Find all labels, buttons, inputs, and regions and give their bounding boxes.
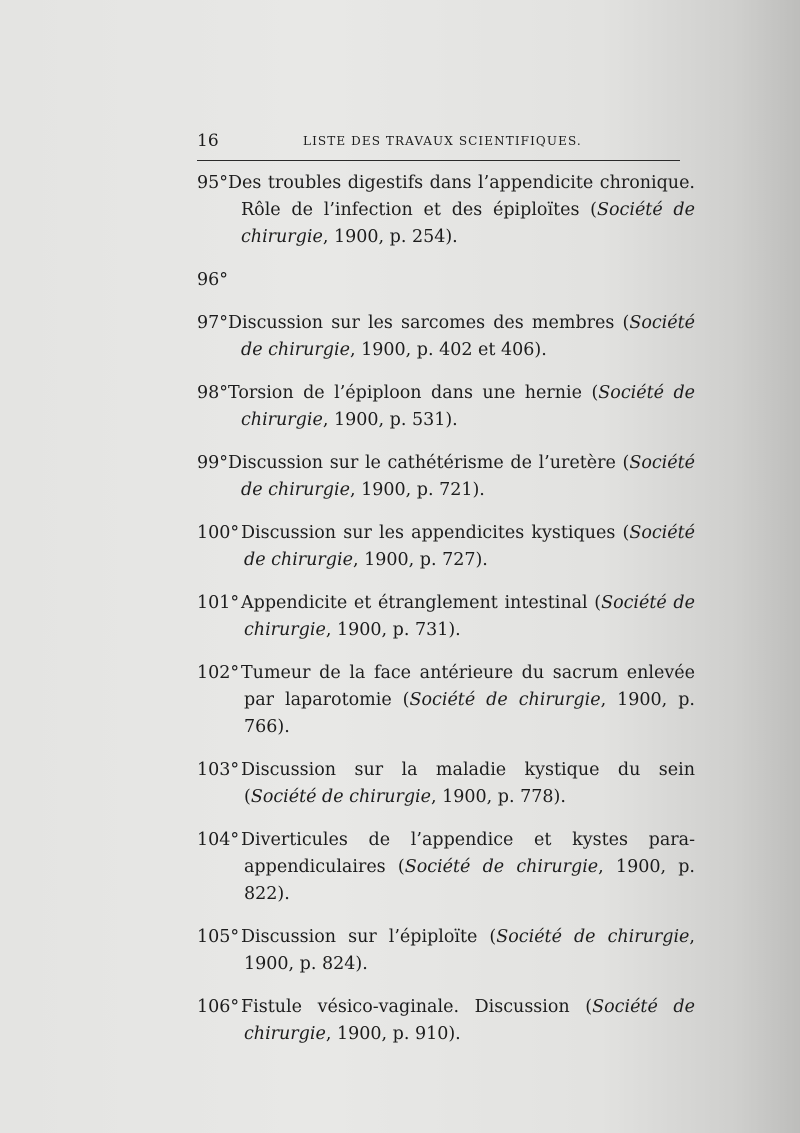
- entry-number: 102°: [197, 663, 240, 683]
- entry-number: 105°: [197, 927, 240, 947]
- entry-reference: , 1900, p. 731).: [325, 620, 461, 640]
- list-item: [197, 450, 695, 504]
- entry-reference: , 1900, p. 727).: [352, 550, 488, 570]
- entry-reference: , 1900, p. 766).: [244, 690, 696, 737]
- entry-text: Diverticules de l’appendice et kystes para-appendiculaires (: [241, 830, 695, 877]
- entry-source: Société de chirurgie: [404, 857, 599, 877]
- entry-text: Appendicite et étranglement intestinal (: [241, 593, 602, 613]
- list-item: [197, 520, 695, 574]
- page-number: 16: [197, 131, 219, 151]
- entry-reference: , 1900, p. 824).: [244, 927, 695, 974]
- entry-number: 101°: [197, 593, 240, 613]
- list-item: [197, 310, 695, 364]
- entry-source: Société de chirurgie: [241, 453, 695, 500]
- entry-text: Torsion de l’épiploon dans une hernie (: [228, 383, 599, 403]
- list-item: [197, 660, 695, 741]
- list-item: [197, 827, 695, 908]
- header-rule: [197, 160, 680, 161]
- entry-number: 103°: [197, 760, 240, 780]
- entry-text: Discussion sur l’épiploïte (: [241, 927, 497, 947]
- entry-text: Discussion sur la maladie kystique du sein (: [241, 760, 695, 807]
- entry-text: Des troubles digestifs dans l’appendicite chronique. Rôle de l’infection et des épiploïtes (: [228, 173, 695, 220]
- entry-text: Discussion sur les sarcomes des membres (: [228, 313, 630, 333]
- running-title: LISTE DES TRAVAUX SCIENTIFIQUES.: [303, 134, 582, 148]
- entry-source: Société de chirurgie: [241, 383, 695, 430]
- entry-reference: , 1900, p. 910).: [325, 1024, 461, 1044]
- entry-number: 98°: [197, 383, 229, 403]
- entry-text: Discussion sur le cathétérisme de l’uretère (: [228, 453, 630, 473]
- entry-source: Société de chirurgie: [244, 523, 695, 570]
- entry-number: 97°: [197, 313, 229, 333]
- entry-number: 104°: [197, 830, 240, 850]
- entry-text: Tumeur de la face antérieure du sacrum enlevée par laparotomie (: [241, 663, 695, 710]
- entry-number: 95°: [197, 173, 229, 193]
- entry-source: Société de chirurgie: [241, 313, 695, 360]
- entry-source: Société de chirurgie: [241, 200, 695, 247]
- publication-list: [197, 170, 695, 1064]
- entry-source: Société de chirurgie: [250, 787, 432, 807]
- entry-number: 100°: [197, 523, 240, 543]
- entry-reference: , 1900, p. 721).: [349, 480, 485, 500]
- list-item: [197, 380, 695, 434]
- entry-reference: , 1900, p. 402 et 406).: [349, 340, 547, 360]
- entry-text: Fistule vésico-vaginale. Discussion (: [241, 997, 593, 1017]
- list-item: [197, 267, 695, 294]
- list-item: [197, 170, 695, 251]
- entry-number: 96°: [197, 270, 229, 290]
- list-item: [197, 924, 695, 978]
- list-item: [197, 994, 695, 1048]
- entry-reference: , 1900, p. 531).: [322, 410, 458, 430]
- list-item: [197, 590, 695, 644]
- page-header: [197, 128, 680, 158]
- entry-number: 99°: [197, 453, 229, 473]
- entry-reference: , 1900, p. 822).: [244, 857, 695, 904]
- entry-text: Discussion sur les appendicites kystiques (: [241, 523, 630, 543]
- entry-reference: , 1900, p. 778).: [431, 787, 566, 807]
- entry-reference: , 1900, p. 254).: [322, 227, 458, 247]
- entry-source: Société de chirurgie: [409, 690, 601, 710]
- entry-source: Société de chirurgie: [244, 997, 695, 1044]
- entry-number: 106°: [197, 997, 240, 1017]
- list-item: [197, 757, 695, 811]
- entry-source: Société de chirurgie: [244, 593, 695, 640]
- entry-source: Société de chirurgie: [496, 927, 690, 947]
